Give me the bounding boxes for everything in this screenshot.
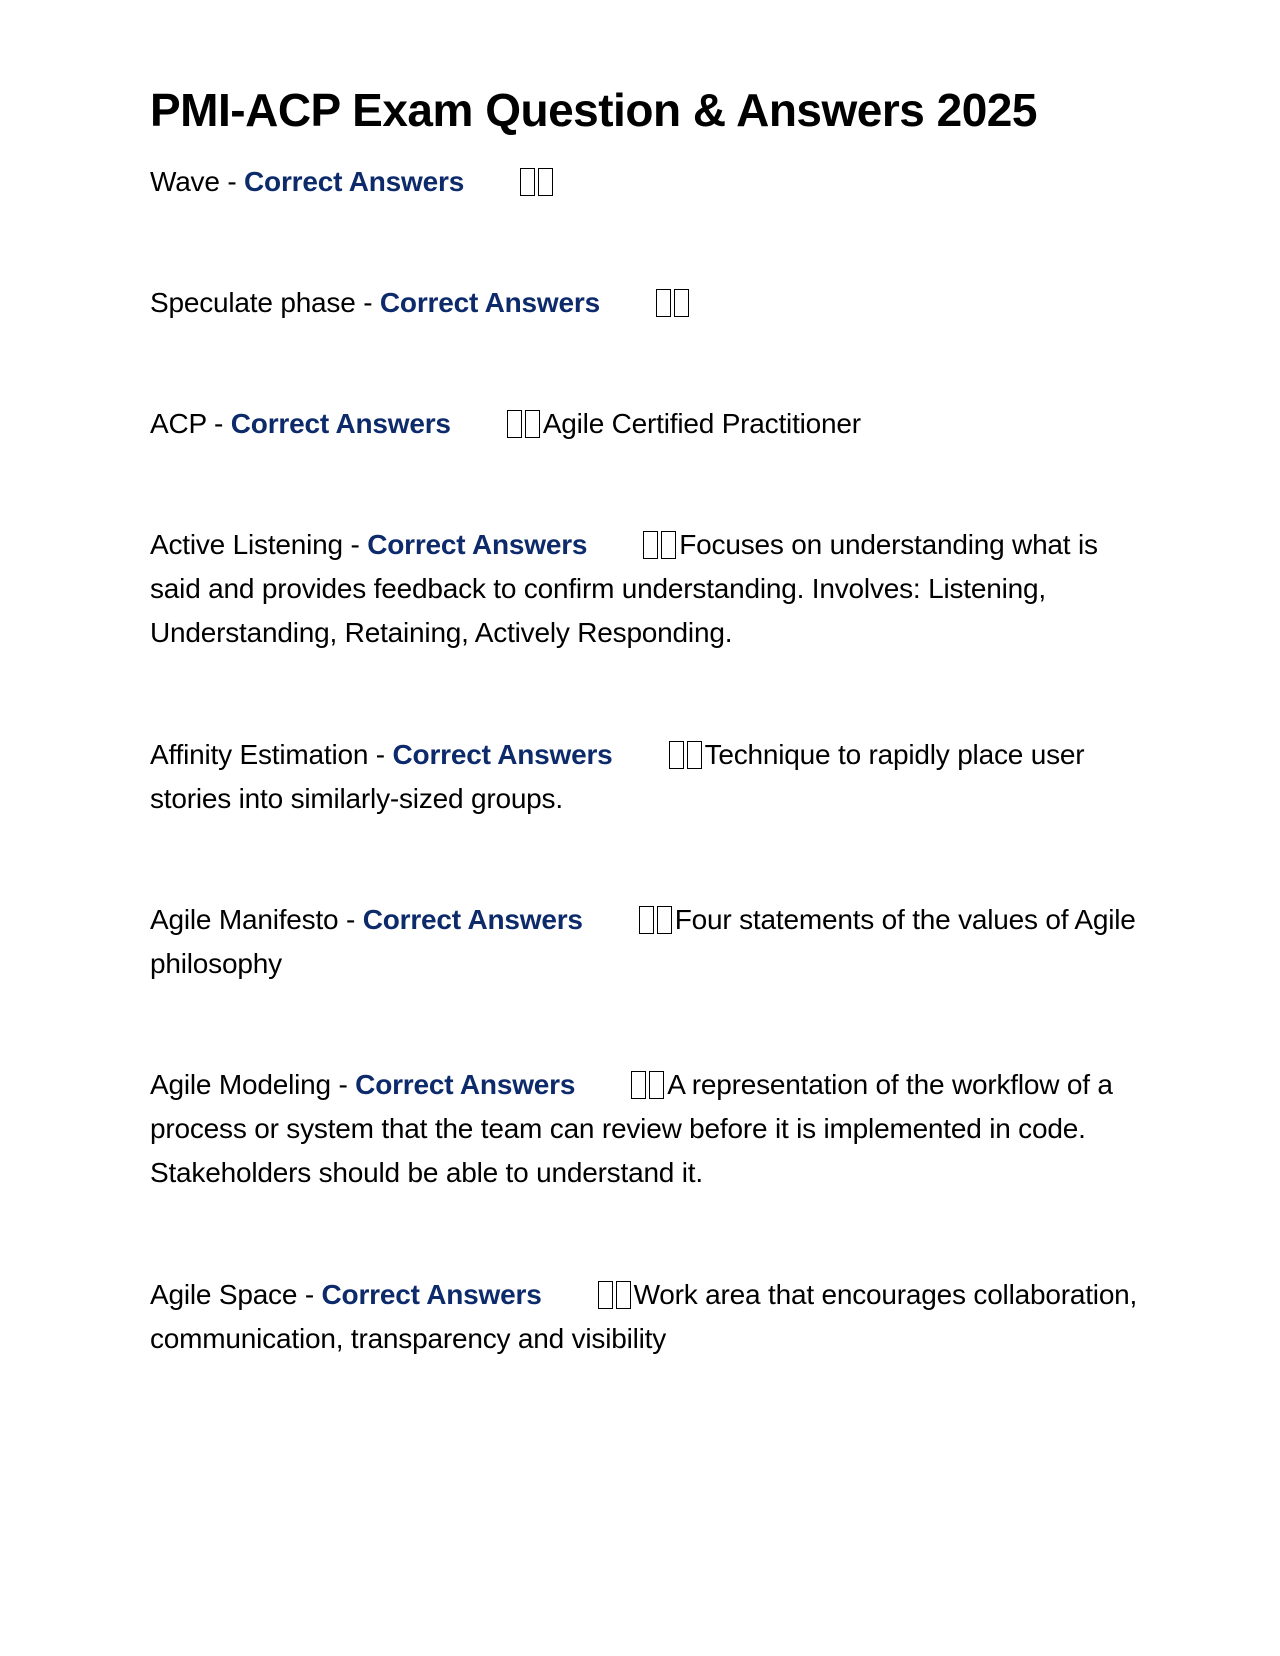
separator: - [219,166,245,197]
definition: Four statements of the values of Agile philosophy [150,904,1136,979]
qa-entry [150,1273,1150,1361]
definition: Work area that encourages collaboration, communication, transparency and visibility [150,1279,1138,1354]
missing-glyph-icon [598,1281,613,1309]
missing-glyph-icon [639,906,654,934]
term: Affinity Estimation [150,739,369,770]
missing-glyph-icon [538,168,553,196]
definition: Focuses on understanding what is said and provides feedback to confirm understanding. Involves: Listening, Understanding, Retaining, Actively Responding. [150,529,1098,648]
missing-glyph-icon [525,410,540,438]
term: Active Listening [150,529,343,560]
correct-answers-label: Correct Answers [362,904,583,935]
missing-glyph-icon [674,289,689,317]
correct-answers-label: Correct Answers [379,287,600,318]
correct-answers-label: Correct Answers [355,1069,576,1100]
correct-answers-label: Correct Answers [321,1279,542,1310]
missing-glyph-icon [661,531,676,559]
correct-answers-label: Correct Answers [392,739,613,770]
qa-entry [150,1063,1150,1195]
missing-glyph-icon [631,1071,646,1099]
missing-glyph-icon [520,168,535,196]
term: Speculate phase [150,287,356,318]
qa-entry [150,523,1150,655]
correct-answers-label: Correct Answers [230,408,451,439]
definition: A representation of the workflow of a process or system that the team can review before it is implemented in code. Stakeholders should be able to understand it. [150,1069,1113,1188]
term: ACP [150,408,207,439]
qa-entry [150,281,1150,325]
correct-answers-label: Correct Answers [367,529,588,560]
qa-entry [150,160,1150,204]
missing-glyph-icon [687,741,702,769]
qa-entry [150,898,1150,986]
missing-glyph-icon [507,410,522,438]
term: Wave [150,166,220,197]
document-title: PMI-ACP Exam Question & Answers 2025 [150,84,1037,136]
correct-answers-label: Correct Answers [244,166,465,197]
separator: - [338,904,363,935]
separator: - [368,739,393,770]
separator: - [355,287,380,318]
term: Agile Modeling [150,1069,331,1100]
missing-glyph-icon [643,531,658,559]
missing-glyph-icon [649,1071,664,1099]
definition: Technique to rapidly place user stories into similarly-sized groups. [150,739,1085,814]
qa-entry [150,402,1150,446]
separator: - [342,529,368,560]
separator: - [330,1069,356,1100]
qa-entry [150,733,1150,821]
missing-glyph-icon [616,1281,631,1309]
missing-glyph-icon [656,289,671,317]
separator: - [297,1279,322,1310]
definition: Agile Certified Practitioner [542,408,861,439]
missing-glyph-icon [657,906,672,934]
term: Agile Space [150,1279,298,1310]
missing-glyph-icon [669,741,684,769]
separator: - [206,408,231,439]
term: Agile Manifesto [150,904,339,935]
